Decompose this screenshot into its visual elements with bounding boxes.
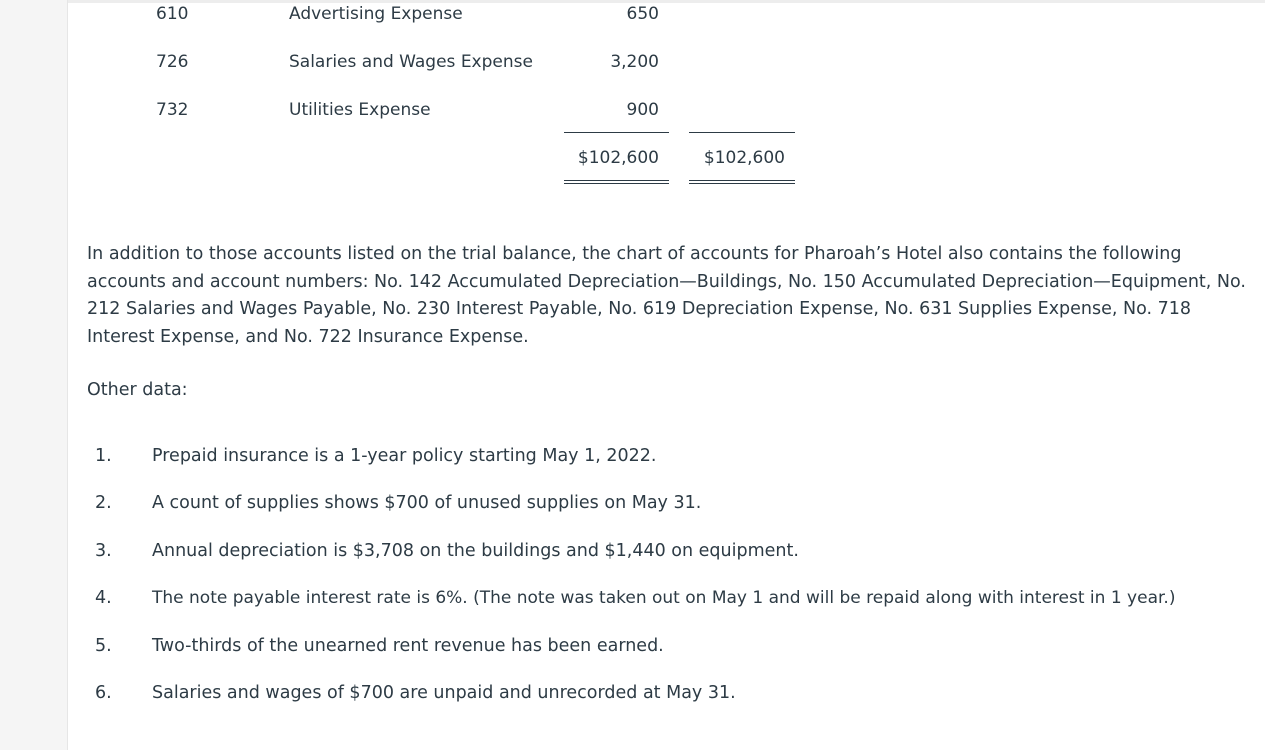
intro-paragraph: In addition to those accounts listed on the trial balance, the chart of accounts for Pharoah’s Hotel also contains the following accounts and account numbers: No. 142 Accumulated Depreciation—Buildings, No. 150 Accumulated Depreciation—Equipment, No. 212 Salaries and Wages Payable, No. 230 Interest Payable, No. 619 Depreciation Expense, No. 631 Supplies Expense, No. 718 Interest Expense, and No. 722 Insurance Expense. [87, 244, 1246, 347]
list-item [0, 681, 1265, 705]
table-row [0, 50, 1265, 74]
other-data-label: Other data: [87, 380, 188, 400]
debit-total: $102,600 [577, 148, 659, 168]
table-row [0, 98, 1265, 122]
list-item-number: 5. [95, 636, 112, 656]
account-number: 732 [156, 100, 189, 120]
list-item-text: Prepaid insurance is a 1-year policy starting May 1, 2022. [152, 446, 657, 466]
list-item-text: Salaries and wages of $700 are unpaid and unrecorded at May 31. [152, 683, 736, 703]
list-item-number: 6. [95, 683, 112, 703]
list-item [0, 444, 1265, 468]
list-item [0, 634, 1265, 658]
credit-total: $102,600 [703, 148, 785, 168]
list-item-number: 2. [95, 493, 112, 513]
account-name: Advertising Expense [289, 4, 463, 24]
list-item-number: 3. [95, 541, 112, 561]
account-name: Salaries and Wages Expense [289, 52, 533, 72]
list-item [0, 491, 1265, 515]
list-item-text: A count of supplies shows $700 of unused supplies on May 31. [152, 493, 702, 513]
list-item-text: The note payable interest rate is 6%. (The note was taken out on May 1 and will be repaid along with interest in 1 year.) [152, 588, 1176, 608]
list-item-number: 4. [95, 588, 112, 608]
list-item-text: Annual depreciation is $3,708 on the buildings and $1,440 on equipment. [152, 541, 799, 561]
totals-row [0, 146, 1265, 170]
debit-subtotal-rule [564, 132, 669, 133]
account-name: Utilities Expense [289, 100, 431, 120]
account-number: 610 [156, 4, 189, 24]
list-item-number: 1. [95, 446, 112, 466]
credit-double-rule [689, 180, 795, 184]
list-item-text: Two-thirds of the unearned rent revenue has been earned. [152, 636, 664, 656]
list-item [0, 539, 1265, 563]
credit-subtotal-rule [689, 132, 795, 133]
table-row [0, 2, 1265, 26]
debit-amount: 900 [626, 100, 659, 120]
debit-double-rule [564, 180, 669, 184]
debit-amount: 3,200 [610, 52, 659, 72]
list-item [0, 586, 1265, 610]
debit-amount: 650 [626, 4, 659, 24]
account-number: 726 [156, 52, 189, 72]
